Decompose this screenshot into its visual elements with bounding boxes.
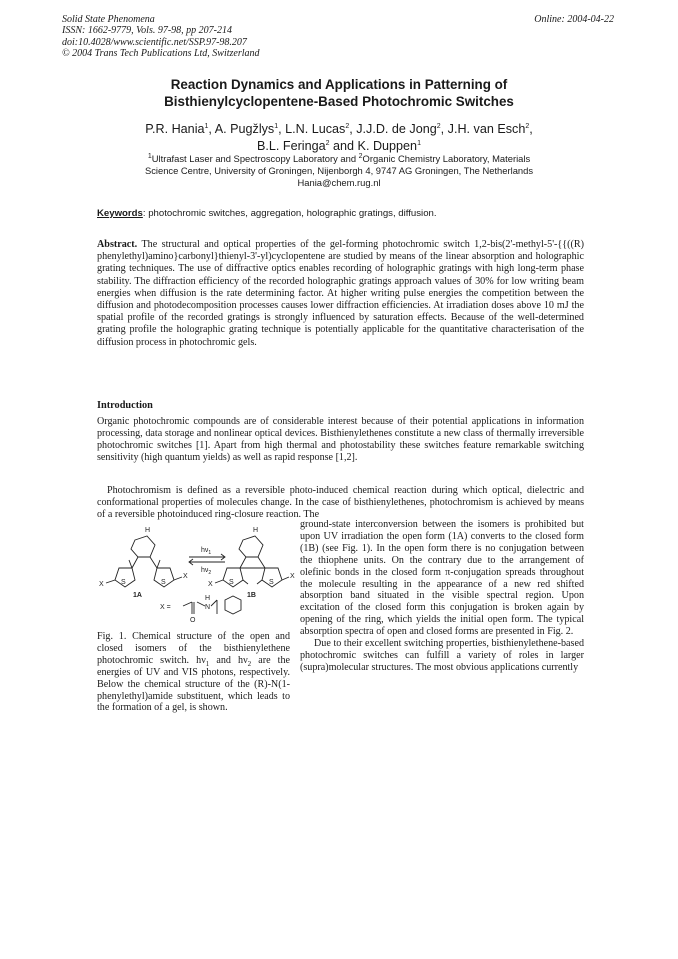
journal-meta	[62, 14, 260, 60]
author-list	[60, 121, 618, 155]
paper-title	[60, 76, 618, 110]
abstract-label: Abstract.	[97, 239, 138, 250]
nitrogen-label: N	[205, 604, 211, 611]
journal-name: Solid State Phenomena	[62, 14, 155, 25]
arrow-label-hv1: $h\nu_1$	[201, 547, 212, 556]
x-substituent-label: X	[183, 573, 188, 580]
author-name: B.L. Feringa	[257, 139, 326, 153]
hv2-symbol: $h\nu_2$	[238, 654, 252, 668]
title-line-2: Bisthienylcyclopentene-Based Photochromic Switches	[164, 94, 514, 109]
section-heading-introduction: Introduction	[97, 400, 153, 411]
figure-1-caption	[97, 631, 290, 714]
author-affiliation-mark: 1	[417, 139, 421, 147]
h-atom-label: H	[205, 595, 211, 602]
keywords	[97, 208, 587, 219]
affiliation-text-1: Ultrafast Laser and Spectroscopy Laboratory and	[151, 153, 359, 164]
caption-text: are the energies of UV and VIS photons, respectively. Below the chemical structure of the (R)-N(1-phenylethyl)amide substituent, which leads to the formation of a gel, is shown.	[97, 654, 290, 714]
sulfur-label: S	[269, 579, 274, 586]
sulfur-label: S	[121, 579, 126, 586]
title-line-1: Reaction Dynamics and Applications in Patterning of	[170, 77, 508, 92]
hv1-symbol: $h\nu_1$	[196, 654, 210, 668]
oxygen-label: O	[190, 617, 196, 624]
figure-1-chemical-structure	[97, 520, 297, 628]
h-atom-label: H	[253, 527, 259, 534]
label-1b: 1B	[247, 592, 256, 599]
doi-line: doi:10.4028/www.scientific.net/SSP.97-98.207	[62, 36, 247, 48]
x-substituent-label: X	[290, 573, 295, 580]
author-line-1: P.R. Hania$^1$, A. Pugžlys$^1$, L.N. Lucas$^2$, J.J.D. de Jong$^2$, J.H. van Esch$^2$,	[145, 122, 533, 136]
author-affiliation-mark: 1	[274, 122, 279, 130]
corresponding-email: Hania@chem.rug.nl	[297, 177, 381, 188]
author-affiliation-mark: 2	[436, 122, 441, 130]
author-line-2: B.L. Feringa$^2$ and K. Duppen$^1$	[257, 139, 421, 153]
author-name: A. Pugžlys	[214, 122, 275, 136]
intro-paragraph-2: Photochromism is defined as a reversible photo-induced chemical reaction during which optical, dielectric and conformational properties of molecules change. In the case of bisthienylethenes, photochromism is achieved by means of a reversible photoinduced ring-closure reaction. The	[97, 485, 584, 520]
label-1a: 1A	[133, 592, 142, 599]
caption-text: and	[209, 654, 239, 666]
affiliation-line-2: Science Centre, University of Groningen, Nijenborgh 4, 9747 AG Groningen, The Netherlands	[144, 165, 534, 176]
author-name: J.H. van Esch	[447, 122, 526, 136]
intro-paragraph-3: Due to their excellent switching properties, bisthienylethene-based photochromic switches can fulfill a variety of roles in larger (supra)molecular structures. The most obvious applications currently	[300, 638, 584, 673]
affiliation-mark-1: 1	[147, 152, 152, 160]
affiliation-text-2: Organic Chemistry Laboratory, Materials	[362, 153, 531, 164]
affiliations	[60, 153, 618, 189]
author-name: P.R. Hania	[145, 122, 205, 136]
author-name: J.J.D. de Jong	[356, 122, 437, 136]
caption-text: Fig. 1. Chemical structure of the open and closed isomers of the bisthienylethene photochromic switch.	[97, 631, 290, 666]
author-affiliation-mark: 2	[345, 122, 350, 130]
author-affiliation-mark: 2	[525, 122, 530, 130]
online-date: Online: 2004-04-22	[534, 14, 614, 25]
right-column-text	[300, 519, 584, 674]
keywords-text: : photochromic switches, aggregation, holographic gratings, diffusion.	[142, 208, 437, 219]
author-affiliation-mark: 2	[325, 139, 330, 147]
sulfur-label: S	[161, 579, 166, 586]
issn-line: ISSN: 1662-9779, Vols. 97-98, pp 207-214	[62, 25, 232, 37]
keywords-label: Keywords	[97, 208, 143, 219]
affiliation-line-1	[60, 153, 618, 165]
author-affiliation-mark: 1	[204, 122, 209, 130]
x-substituent-label: X	[99, 581, 104, 588]
copyright-line: © 2004 Trans Tech Publications Ltd, Switzerland	[62, 48, 260, 60]
abstract	[97, 239, 584, 349]
arrow-label-hv2: $h\nu_2$	[201, 567, 212, 576]
h-atom-label: H	[145, 527, 151, 534]
author-name: K. Duppen	[357, 139, 418, 153]
intro-paragraph-1: Organic photochromic compounds are of considerable interest because of their potential applications in information processing, data storage and nonlinear optical devices. Bisthienylethenes constitute a new class of thermally irreversible photochromic switches [1]. Apart from high thermal and photostability these switches feature remarkable switching sensitivity (high quantum yields) as well as rapid response [1,2].	[97, 416, 584, 463]
x-definition-label: X =	[160, 604, 171, 611]
molecule-diagram	[97, 520, 297, 628]
abstract-text: The structural and optical properties of the gel-forming photochromic switch 1,2-bis(2'-methyl-5'-{{((R) phenylethyl)amino}carbonyl}thienyl-3'-yl)cyclopentene are studied by means of the linear absorption and holographic grating techniques. The use of diffractive optics enables recording of holographic gratings with high long-term phase stability. The diffraction efficiency of the recorded holographic gratings approach values of 30% for low writing beam energies when diffusion is the rate determining factor. At higher writing pulse energies the competition between the diffusion and photodecomposition processes causes lower diffraction efficiencies. At irradiation doses above 10 mJ the spatial profile of the recorded gratings is strongly influenced by saturation effects. Because of the well-determined grating profile the holographic grating technique is potentially applicable for the quantitative characterisation of the diffusion process in photochromic gels.	[97, 239, 584, 348]
x-substituent-label: X	[208, 581, 213, 588]
intro-paragraph-continued: ground-state interconversion between the isomers is prohibited but upon UV irradiation the open form (1A) converts to the closed form (1B) (see Fig. 1). In the open form there is no conjugation between the thiophene units. On the contrary due to the arrangement of olefinic bonds in the closed form π-conjugation spreads throughout the molecule resulting in the appearance of a new red shifted absorption band situated in the visible spectral region. Upon excitation of the closed form this conjugation is broken again by opening of the ring, which yields the initial open form. The typical absorption spectra of open and closed forms are presented in Fig. 2.	[300, 519, 584, 638]
affiliation-mark-2: 2	[358, 152, 363, 160]
author-name: L.N. Lucas	[285, 122, 346, 136]
sulfur-label: S	[229, 579, 234, 586]
